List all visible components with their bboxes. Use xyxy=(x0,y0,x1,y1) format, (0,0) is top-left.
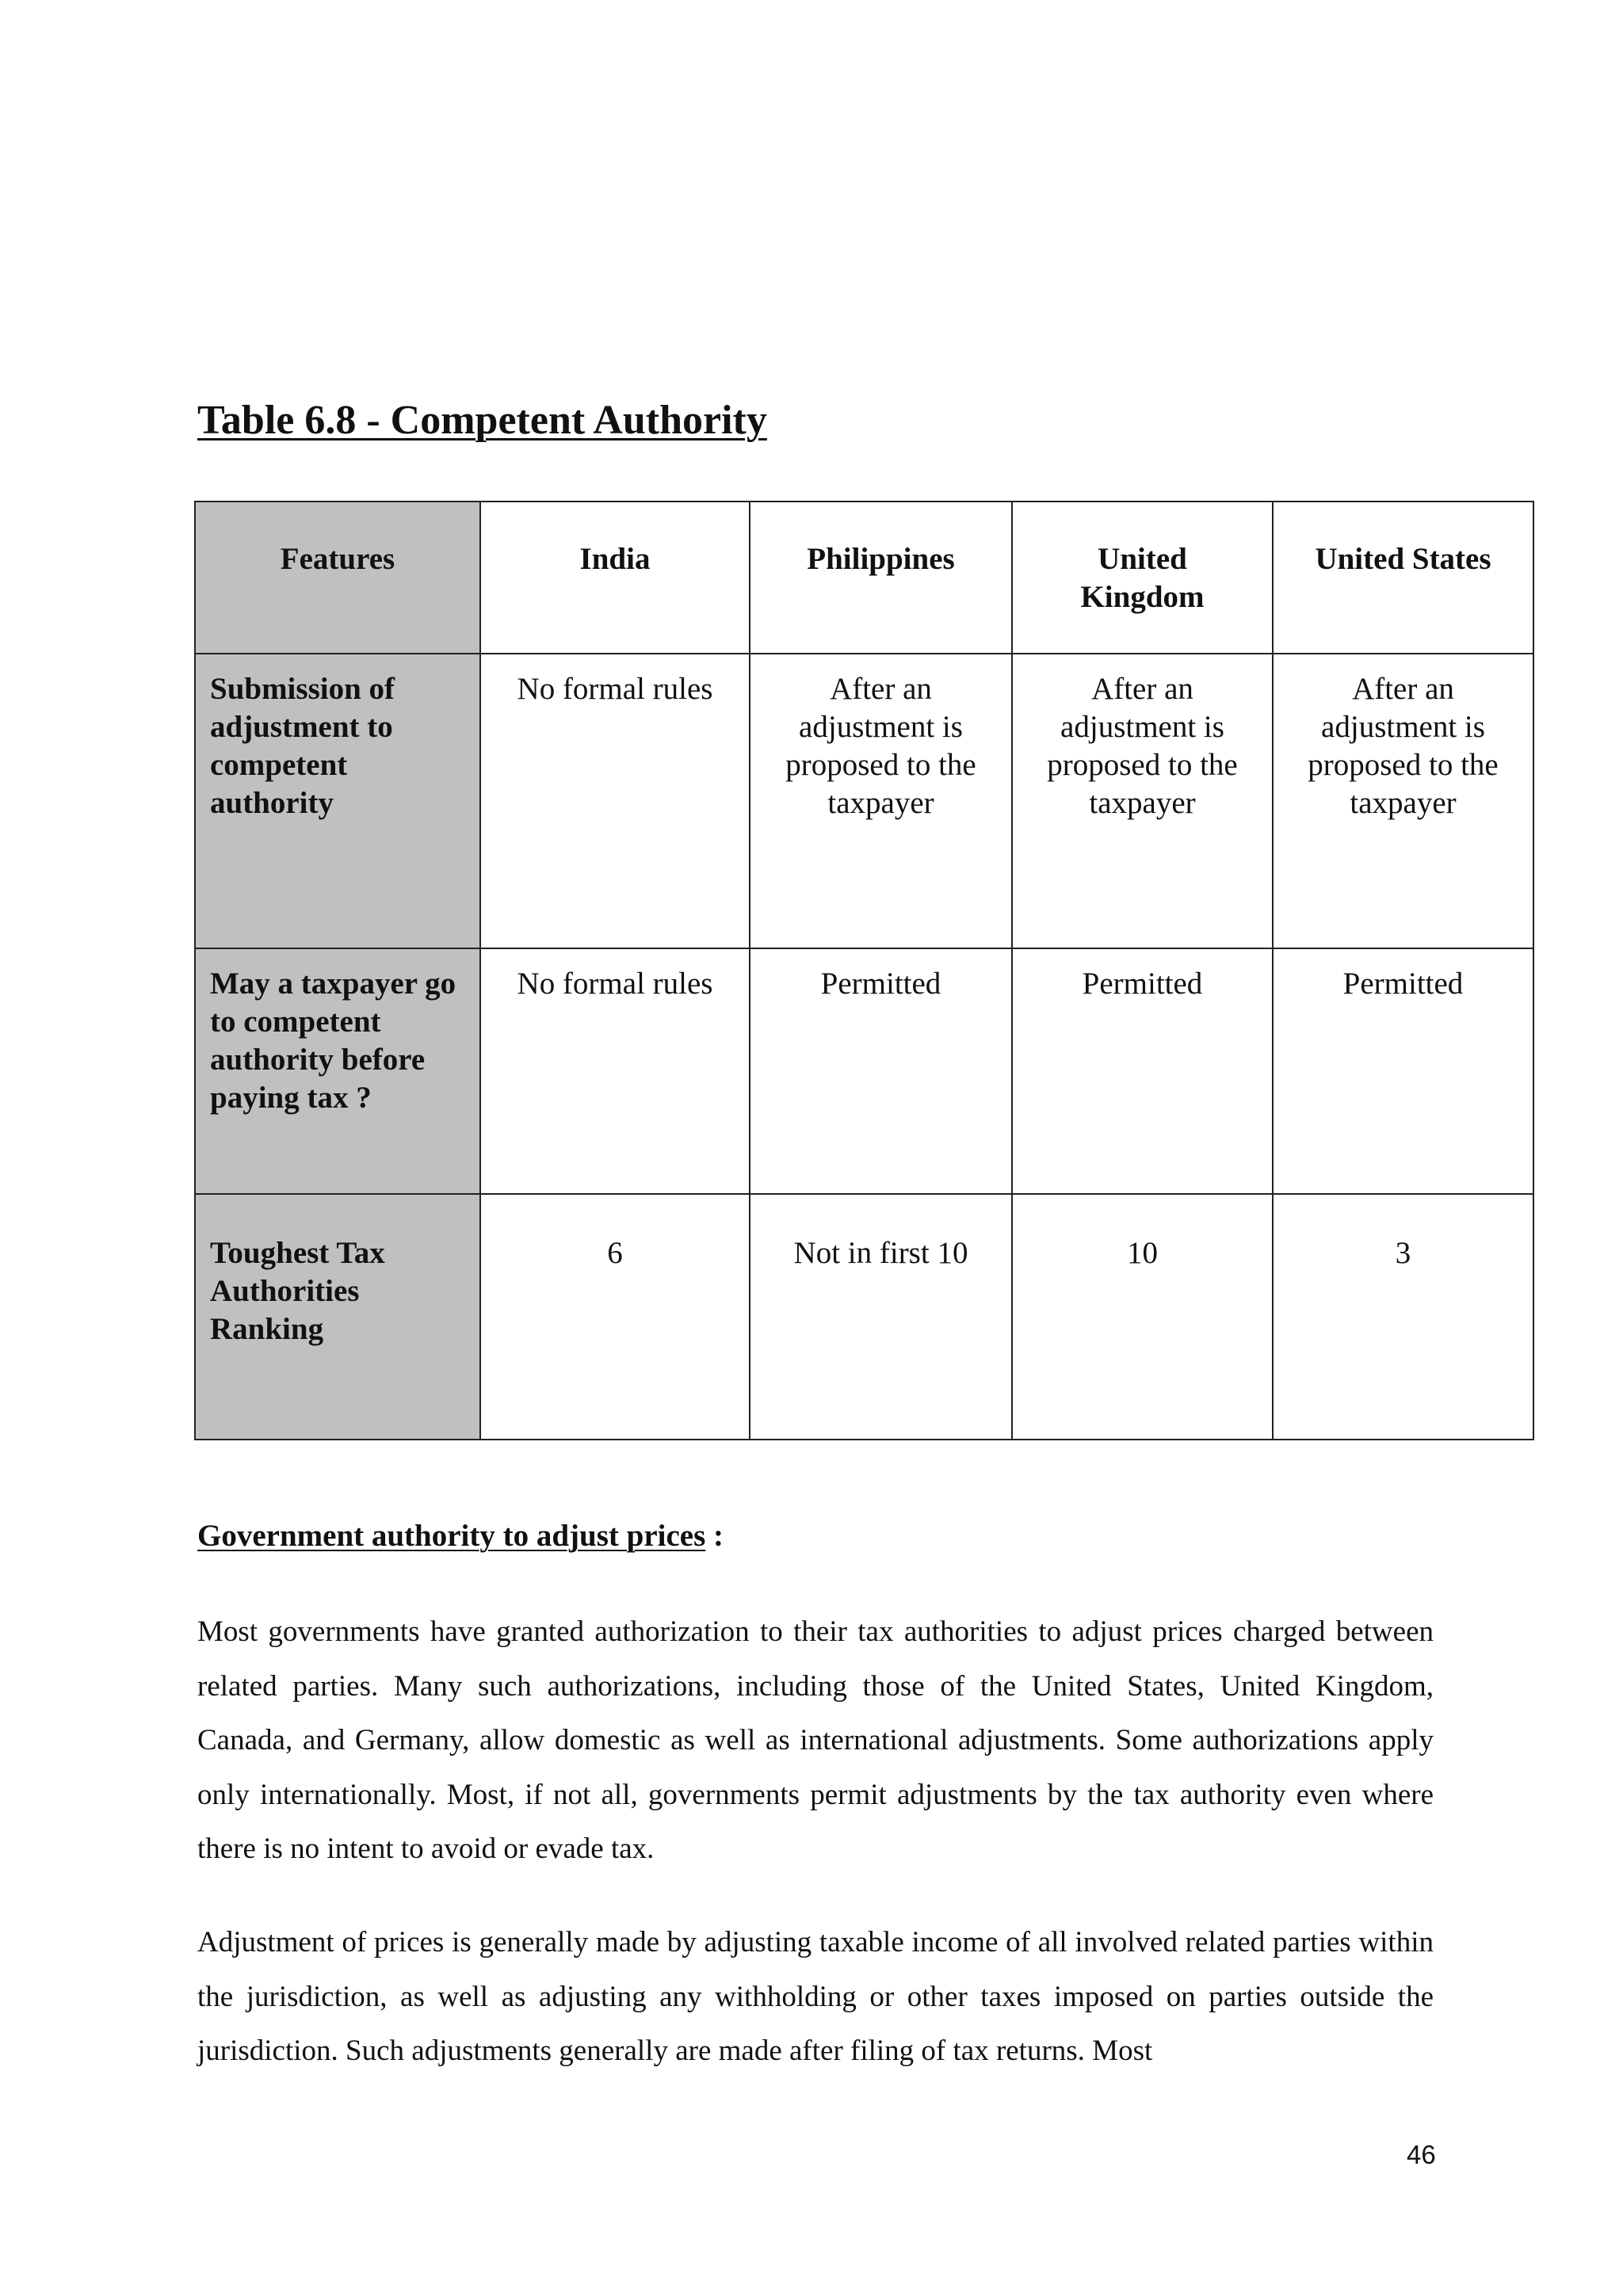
table-cell: 6 xyxy=(480,1194,750,1440)
table-row xyxy=(195,1194,1533,1440)
column-header-philippines: Philippines xyxy=(750,502,1012,654)
table-row xyxy=(195,948,1533,1194)
table-cell: After an adjustment is proposed to the taxpayer xyxy=(1012,654,1273,948)
table-cell: Permitted xyxy=(750,948,1012,1194)
competent-authority-table xyxy=(194,501,1534,1440)
body-paragraph: Adjustment of prices is generally made by adjusting taxable income of all involved related parties within the jurisdiction, as well as adjusting any withholding or other taxes imposed on parties outside the jurisdiction. Such adjustments generally are made after filing of tax returns. Most xyxy=(197,1926,1434,2067)
section-heading-text: Government authority to adjust prices xyxy=(197,1519,706,1553)
row-feature-before-paying-tax: May a taxpayer go to competent authority before paying tax ? xyxy=(195,948,480,1194)
column-header-united-kingdom: United Kingdom xyxy=(1012,502,1273,654)
table-row xyxy=(195,654,1533,948)
body-paragraph: Most governments have granted authorization to their tax authorities to adjust prices charged between related parties. Many such authorizations, including those of the United States, United Kingdom, Canada, and Germany, allow domestic as well as international adjustments. Some authorizations apply only internationally. Most, if not all, governments permit adjustments by the tax authority even where there is no intent to avoid or evade tax. xyxy=(197,1615,1434,1865)
table-cell: Permitted xyxy=(1273,948,1533,1194)
table-cell: Permitted xyxy=(1012,948,1273,1194)
table-cell: No formal rules xyxy=(480,948,750,1194)
table-header-row xyxy=(195,502,1533,654)
row-feature-submission: Submission of adjustment to competent authority xyxy=(195,654,480,948)
section-heading xyxy=(197,1518,724,1555)
column-header-india: India xyxy=(480,502,750,654)
table-cell: 3 xyxy=(1273,1194,1533,1440)
page-number: 46 xyxy=(1407,2140,1436,2169)
section-heading-suffix: : xyxy=(705,1519,724,1553)
row-feature-ranking: Toughest Tax Authorities Ranking xyxy=(195,1194,480,1440)
table-cell: After an adjustment is proposed to the taxpayer xyxy=(750,654,1012,948)
column-header-features: Features xyxy=(195,502,480,654)
table-cell: No formal rules xyxy=(480,654,750,948)
table-cell: 10 xyxy=(1012,1194,1273,1440)
page-title: Table 6.8 - Competent Authority xyxy=(197,398,767,443)
table-cell: After an adjustment is proposed to the taxpayer xyxy=(1273,654,1533,948)
column-header-united-states: United States xyxy=(1273,502,1533,654)
table-cell: Not in first 10 xyxy=(750,1194,1012,1440)
